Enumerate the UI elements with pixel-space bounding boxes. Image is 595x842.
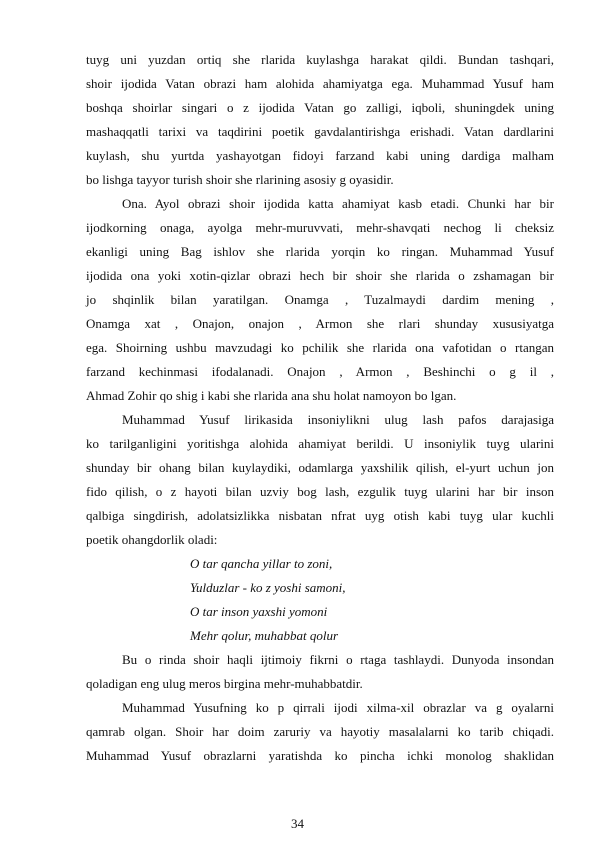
paragraph-line: qalbiga singdirish, adolatsizlikka nisbatan nfrat uyg otish kabi tuyg ular kuchli xyxy=(86,508,554,523)
paragraph-line: boshqa shoirlar singari o z ijodida Vatan go zalligi, iqboli, shuningdek uning xyxy=(86,100,554,115)
paragraph-line: Bu o rinda shoir haqli ijtimoiy fikrni o rtaga tashlaydi. Dunyoda insondan xyxy=(122,652,554,667)
paragraph-line: mashaqqatli tarixi va taqdirini poetik gavdalantirishga erishadi. Vatan dardlarini xyxy=(86,124,554,139)
paragraph-line: Ona. Ayol obrazi shoir ijodida katta ahamiyat kasb etadi. Chunki har bir xyxy=(122,196,554,211)
paragraph-line: qoladigan eng ulug meros birgina mehr-muhabbatdir. xyxy=(86,676,363,691)
paragraph-line: Ahmad Zohir qo shig i kabi she rlarida ana shu holat namoyon bo lgan. xyxy=(86,388,457,403)
paragraph-line: poetik ohangdorlik oladi: xyxy=(86,532,218,547)
paragraph-line: Muhammad Yusufning ko p qirrali ijodi xilma-xil obrazlar va g oyalarni xyxy=(122,700,554,715)
paragraph-line: ekanligi uning Bag ishlov she rlarida yorqin ko ringan. Muhammad Yusuf xyxy=(86,244,554,259)
paragraph-line: ijodkorning onaga, ayolga mehr-muruvvati, mehr-shavqati nechog li cheksiz xyxy=(86,220,554,235)
paragraph-line: ega. Shoirning ushbu mavzudagi ko pchilik she rlarida ona vafotidan o rtangan xyxy=(86,340,554,355)
paragraph-line: bo lishga tayyor turish shoir she rlarining asosiy g oyasidir. xyxy=(86,172,394,187)
verse-line: Mehr qolur, muhabbat qolur xyxy=(190,628,339,643)
paragraph-line: kuylash, shu yurtda yashayotgan fidoyi farzand kabi uning dardiga malham xyxy=(86,148,554,163)
page-number: 34 xyxy=(291,816,304,831)
paragraph-line: ko tarilganligini yoritishga alohida ahamiyat berildi. U insoniylik tuyg ularini xyxy=(86,436,554,451)
paragraph-line: qamrab olgan. Shoir har doim zaruriy va hayotiy masalalarni ko tarib chiqadi. xyxy=(86,724,554,739)
paragraph-line: fido qilish, o z hayoti bilan uzviy bog lash, ezgulik tuyg ularini har bir inson xyxy=(86,484,554,499)
paragraph-line: Muhammad Yusuf obrazlarni yaratishda ko pincha ichki monolog shaklidan xyxy=(86,748,554,763)
paragraph-line: ijodida ona yoki xotin-qizlar obrazi hech bir shoir she rlarida o zshamagan bir xyxy=(86,268,554,283)
verse-line: Yulduzlar - ko z yoshi samoni, xyxy=(190,580,346,595)
verse-line: O tar qancha yillar to zoni, xyxy=(190,556,333,571)
verse-line: O tar inson yaxshi yomoni xyxy=(190,604,328,619)
paragraph-line: farzand kechinmasi ifodalanadi. Onajon , Armon , Beshinchi o g il , xyxy=(86,364,554,379)
paragraph-line: Muhammad Yusuf lirikasida insoniylikni ulug lash pafos darajasiga xyxy=(122,412,554,427)
paragraph-line: shoir ijodida Vatan obrazi ham alohida ahamiyatga ega. Muhammad Yusuf ham xyxy=(86,76,554,91)
paragraph-line: Onamga xat , Onajon, onajon , Armon she rlari shunday xususiyatga xyxy=(86,316,554,331)
paragraph-line: jo shqinlik bilan yaratilgan. Onamga , Tuzalmaydi dardim mening , xyxy=(86,292,554,307)
paragraph-line: shunday bir ohang bilan kuylaydiki, odamlarga yaxshilik qilish, el-yurt uchun jon xyxy=(86,460,554,475)
paragraph-line: tuyg uni yuzdan ortiq she rlarida kuylashga harakat qildi. Bundan tashqari, xyxy=(86,52,554,67)
